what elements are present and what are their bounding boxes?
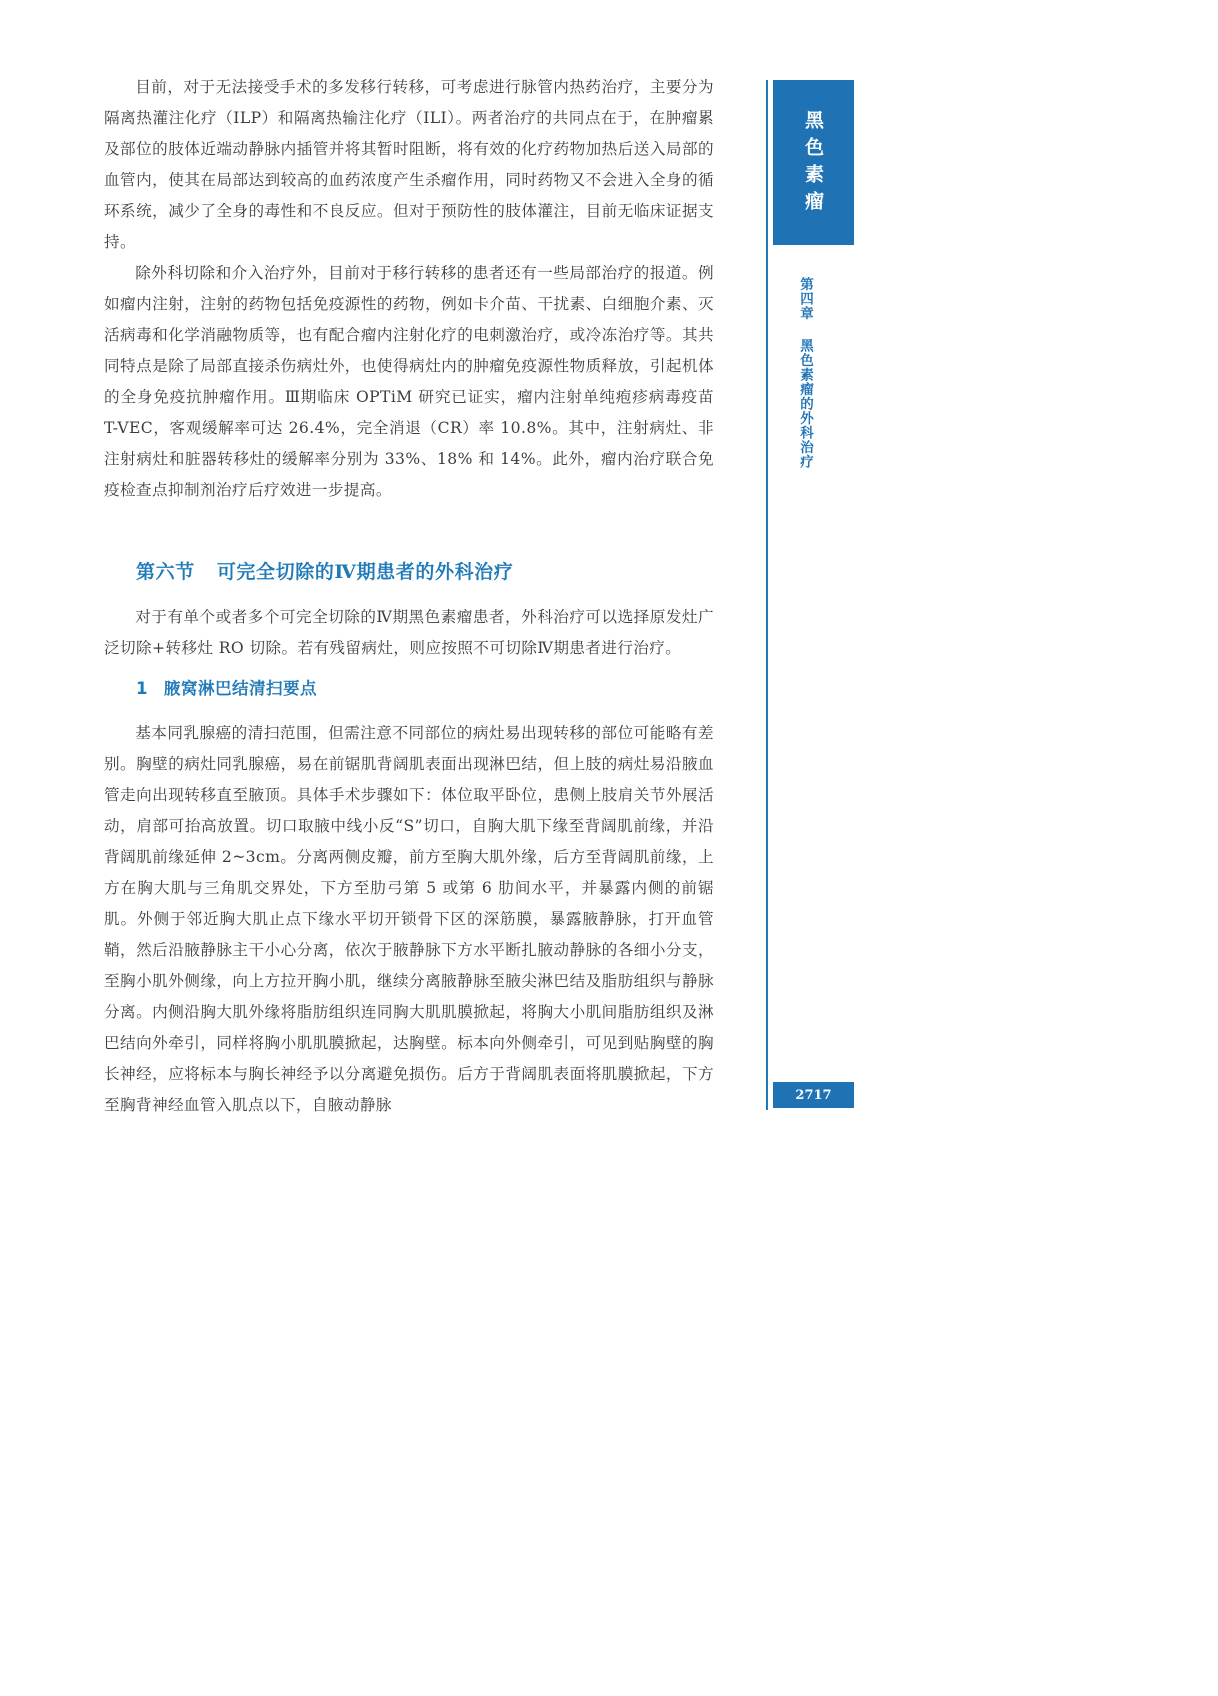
paragraph-axillary-dissection: 基本同乳腺癌的清扫范围，但需注意不同部位的病灶易出现转移的部位可能略有差别。胸壁的病灶同乳腺癌，易在前锯肌背阔肌表面出现淋巴结，但上肢的病灶易沿腋血管走向出现转移直至腋顶。具体手术步骤如下：体位取平卧位，患侧上肢肩关节外展活动，肩部可抬高放置。切口取腋中线小反“S”切口，自胸大肌下缘至背阔肌前缘，并沿背阔肌前缘延伸 2~3cm。分离两侧皮瓣，前方至胸大肌外缘，后方至背阔肌前缘，上方在胸大肌与三角肌交界处，下方至肋弓第 5 或第 6 肋间水平，并暴露内侧的前锯肌。外侧于邻近胸大肌止点下缘水平切开锁骨下区的深筋膜，暴露腋静脉，打开血管鞘，然后沿腋静脉主干小心分离，依次于腋静脉下方水平断扎腋动静脉的各细小分支，至胸小肌外侧缘，向上方拉开胸小肌，继续分离腋静脉至腋尖淋巴结及脂肪组织与静脉分离。内侧沿胸大肌外缘将脂肪组织连同胸大肌肌膜掀起，将胸大小肌间脂肪组织及淋巴结向外牵引，同样将胸小肌肌膜掀起，达胸壁。标本向外侧牵引，可见到贴胸壁的胸长神经，应将标本与胸长神经予以分离避免损伤。后方于背阔肌表面将肌膜掀起，下方至胸背神经血管入肌点以下，自腋动静脉 (104, 724, 714, 1114)
subsection-heading (104, 674, 714, 704)
margin-rule (766, 80, 768, 1110)
chapter-title: 黑色素瘤的外科治疗 (797, 338, 813, 469)
section-number: 第六节 (136, 561, 195, 583)
chapter-tab-title: 黑色素瘤 (802, 110, 824, 218)
page-number: 2717 (773, 1082, 854, 1108)
section-heading (104, 556, 714, 588)
subsection-number: 1 (136, 679, 148, 698)
main-text-column (104, 72, 714, 1121)
paragraph-local-therapy: 除外科切除和介入治疗外，目前对于移行转移的患者还有一些局部治疗的报道。例如瘤内注射，注射的药物包括免疫源性的药物，例如卡介苗、干扰素、白细胞介素、灭活病毒和化学消融物质等，也有配合瘤内注射化疗的电刺激治疗，或冷冻治疗等。其共同特点是除了局部直接杀伤病灶外，也使得病灶内的肿瘤免疫源性物质释放，引起机体的全身免疫抗肿瘤作用。Ⅲ期临床 OPTiM 研究已证实，瘤内注射单纯疱疹病毒疫苗 T-VEC，客观缓解率可达 26.4%，完全消退（CR）率 10.8%。其中，注射病灶、非注射病灶和脏器转移灶的缓解率分别为 33%、18% 和 14%。此外，瘤内治疗联合免疫检查点抑制剂治疗后疗效进一步提高。 (104, 264, 714, 499)
running-chapter-label (797, 277, 813, 469)
section-title: 可完全切除的Ⅳ期患者的外科治疗 (216, 561, 514, 583)
paragraph-transit-metastasis-perfusion: 目前，对于无法接受手术的多发移行转移，可考虑进行脉管内热药治疗，主要分为隔离热灌注化疗（ILP）和隔离热输注化疗（ILI）。两者治疗的共同点在于，在肿瘤累及部位的肢体近端动静脉内插管并将其暂时阻断，将有效的化疗药物加热后送入局部的血管内，使其在局部达到较高的血药浓度产生杀瘤作用，同时药物又不会进入全身的循环系统，减少了全身的毒性和不良反应。但对于预防性的肢体灌注，目前无临床证据支持。 (104, 78, 714, 251)
paragraph-stage-iv-surgery: 对于有单个或者多个可完全切除的Ⅳ期黑色素瘤患者，外科治疗可以选择原发灶广泛切除+转移灶 RO 切除。若有残留病灶，则应按照不可切除Ⅳ期患者进行治疗。 (104, 608, 714, 657)
chapter-number: 第四章 (797, 277, 813, 321)
chapter-tab (773, 80, 854, 245)
subsection-title: 腋窝淋巴结清扫要点 (163, 679, 317, 698)
